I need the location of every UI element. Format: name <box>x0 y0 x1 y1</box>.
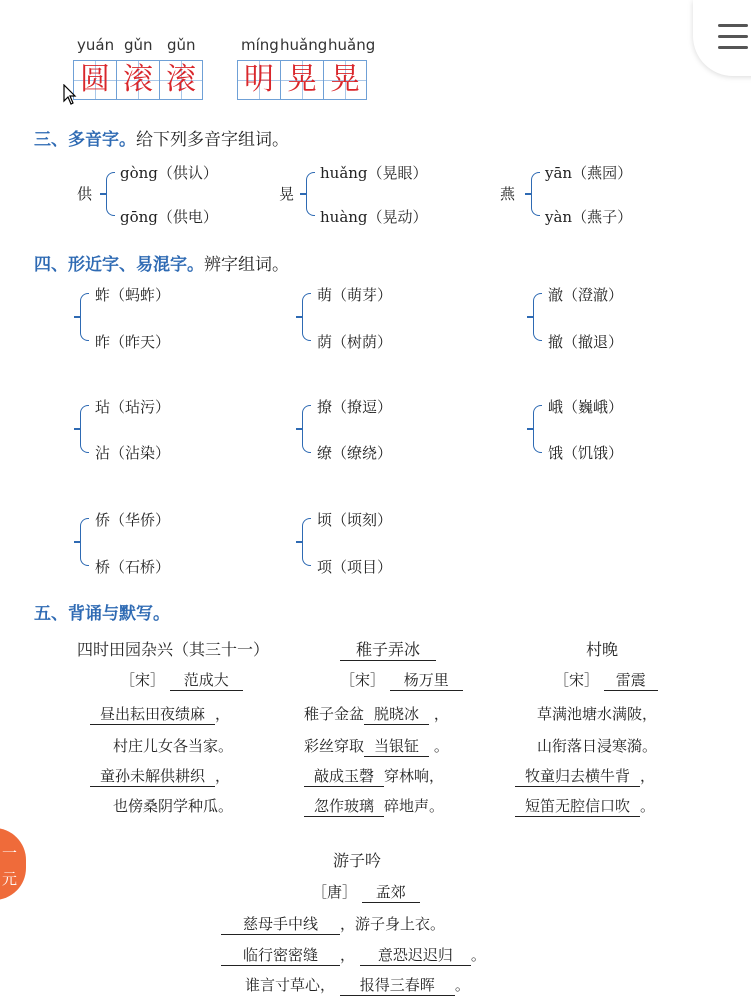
poem-text: 谁言寸草心， <box>245 976 336 994</box>
heading-label: 三、多音字。 <box>34 130 136 150</box>
brace <box>306 172 315 216</box>
poem-line <box>515 795 655 817</box>
reading-top: yān（燕园） <box>545 164 633 182</box>
reading-bottom: yàn（燕子） <box>545 208 633 226</box>
poem-answer: 忽作玻璃 <box>304 795 384 817</box>
similar-char-bottom: 昨（昨天） <box>95 333 171 351</box>
similar-char-top: 侨（华侨） <box>95 511 171 529</box>
poem-answer: 敲成玉磬 <box>304 765 384 787</box>
poem-line <box>221 944 486 966</box>
poem-text: 彩丝穿取 <box>304 737 365 755</box>
pinyin: huǎng <box>280 36 328 54</box>
section-heading-4 <box>34 250 289 275</box>
poem-answer: 短笛无腔信口吹 <box>515 795 640 817</box>
poem-author: 范成大 <box>170 669 243 691</box>
poem-dynasty: ［宋］ <box>554 671 600 689</box>
punct: 。 <box>454 976 470 994</box>
punct: ， <box>215 767 231 785</box>
poem-dynasty: ［唐］ <box>312 883 358 901</box>
badge-text: 一 <box>2 844 18 862</box>
similar-char-top: 玷（玷污） <box>95 398 171 416</box>
pinyin: gǔn <box>167 36 196 54</box>
grid-char: 滚 <box>116 61 159 99</box>
polyphone-char: 供 <box>77 185 93 203</box>
poem-text: ，游子身上衣。 <box>340 915 446 933</box>
hamburger-icon <box>718 24 748 27</box>
poem-text: 碎地声。 <box>384 797 445 815</box>
poem-line <box>304 795 444 817</box>
punct: ， <box>640 767 656 785</box>
reading-bottom: huàng（晃动） <box>320 208 428 226</box>
brace <box>302 293 311 341</box>
menu-button[interactable] <box>693 0 751 76</box>
pinyin: gǔn <box>124 36 153 54</box>
poem-answer: 牧童归去横牛背 <box>515 765 640 787</box>
section-heading-3 <box>34 125 289 150</box>
punct: ， <box>433 705 449 723</box>
punct: 。 <box>640 797 656 815</box>
heading-label: 四、形近字、易混字。 <box>34 255 204 275</box>
poem-line <box>221 913 445 935</box>
poem-answer: 临行密密缝 <box>221 944 340 966</box>
poem-answer: 报得三春晖 <box>340 974 455 996</box>
poem-line <box>304 735 449 757</box>
poem-line <box>515 765 655 787</box>
pinyin: yuán <box>77 36 115 54</box>
brace <box>302 518 311 566</box>
poem-title: 四时田园杂兴（其三十一） <box>77 640 270 659</box>
poem-line: 山衔落日浸寒漪。 <box>537 737 658 755</box>
word-grid-minghuanghuang <box>237 60 367 100</box>
pinyin: huǎng <box>328 36 376 54</box>
poem-dynasty: ［宋］ <box>340 671 386 689</box>
polyphone-char: 晃 <box>279 185 295 203</box>
poem-author: 孟郊 <box>362 881 420 903</box>
poem-title-text: 稚子弄冰 <box>340 637 436 661</box>
poem-author-line <box>312 881 420 903</box>
brace <box>106 172 115 216</box>
similar-char-top: 峨（巍峨） <box>548 398 624 416</box>
similar-char-top: 顷（顷刻） <box>317 511 393 529</box>
poem-author: 杨万里 <box>390 669 463 691</box>
similar-char-bottom: 桥（石桥） <box>95 558 171 576</box>
poem-answer: 脱晓冰 <box>364 703 429 725</box>
mouse-cursor-icon <box>63 84 77 106</box>
grid-char: 晃 <box>280 61 323 99</box>
poem-title: 村晚 <box>586 640 619 659</box>
punct: ， <box>340 946 356 964</box>
similar-char-bottom: 荫（树荫） <box>317 333 393 351</box>
poem-line: 草满池塘水满陂， <box>537 705 658 723</box>
reading-bottom: gōng（供电） <box>120 208 218 226</box>
brace <box>80 405 89 453</box>
poem-line <box>90 703 230 725</box>
similar-char-top: 澈（澄澈） <box>548 286 624 304</box>
poem-answer: 慈母手中线 <box>221 913 340 935</box>
grid-char: 明 <box>238 61 280 99</box>
heading-instruction: 给下列多音字组词。 <box>136 130 289 150</box>
poem-line: 也傍桑阴学种瓜。 <box>113 797 234 815</box>
brace <box>80 518 89 566</box>
hamburger-icon <box>718 46 748 49</box>
poem-line: 村庄儿女各当家。 <box>113 737 234 755</box>
grid-char: 晃 <box>323 61 366 99</box>
grid-char: 圆 <box>74 61 116 99</box>
section-heading-5 <box>34 599 170 624</box>
poem-line <box>245 974 470 996</box>
brace <box>302 405 311 453</box>
poem-line <box>304 703 449 725</box>
side-promo-badge[interactable] <box>0 828 26 900</box>
poem-title: 游子吟 <box>333 851 382 870</box>
similar-char-top: 蚱（蚂蚱） <box>95 286 171 304</box>
poem-text: 穿林响， <box>384 767 445 785</box>
word-grid-yuangungun <box>73 60 203 100</box>
poem-author-line <box>554 669 658 691</box>
punct: 。 <box>470 946 486 964</box>
similar-char-bottom: 撤（撤退） <box>548 333 624 351</box>
similar-char-top: 撩（撩逗） <box>317 398 393 416</box>
poem-author: 雷震 <box>604 669 658 691</box>
poem-answer: 童孙未解供耕织 <box>90 765 215 787</box>
reading-top: huǎng（晃眼） <box>320 164 428 182</box>
similar-char-top: 萌（萌芽） <box>317 286 393 304</box>
brace <box>80 293 89 341</box>
poem-dynasty: ［宋］ <box>120 671 166 689</box>
brace <box>533 405 542 453</box>
brace <box>531 172 540 216</box>
badge-text: 元 <box>2 870 18 888</box>
pinyin: míng <box>241 36 279 54</box>
poem-line <box>304 765 444 787</box>
heading-instruction: 辨字组词。 <box>204 255 289 275</box>
brace <box>533 293 542 341</box>
reading-top: gòng（供认） <box>120 164 218 182</box>
heading-label: 五、背诵与默写。 <box>34 604 170 624</box>
poem-answer: 昼出耘田夜绩麻 <box>90 703 215 725</box>
punct: ， <box>215 705 231 723</box>
poem-author-line <box>120 669 243 691</box>
poem-line <box>90 765 230 787</box>
polyphone-char: 燕 <box>500 185 516 203</box>
poem-text: 稚子金盆 <box>304 705 365 723</box>
poem-author-line <box>340 669 463 691</box>
poem-answer: 意恐迟迟归 <box>360 944 471 966</box>
poem-title <box>340 637 436 661</box>
punct: 。 <box>433 737 449 755</box>
similar-char-bottom: 缭（缭绕） <box>317 444 393 462</box>
hamburger-icon <box>718 35 748 38</box>
grid-char: 滚 <box>159 61 202 99</box>
similar-char-bottom: 项（项目） <box>317 558 393 576</box>
similar-char-bottom: 饿（饥饿） <box>548 444 624 462</box>
poem-answer: 当银钲 <box>364 735 429 757</box>
similar-char-bottom: 沾（沾染） <box>95 444 171 462</box>
